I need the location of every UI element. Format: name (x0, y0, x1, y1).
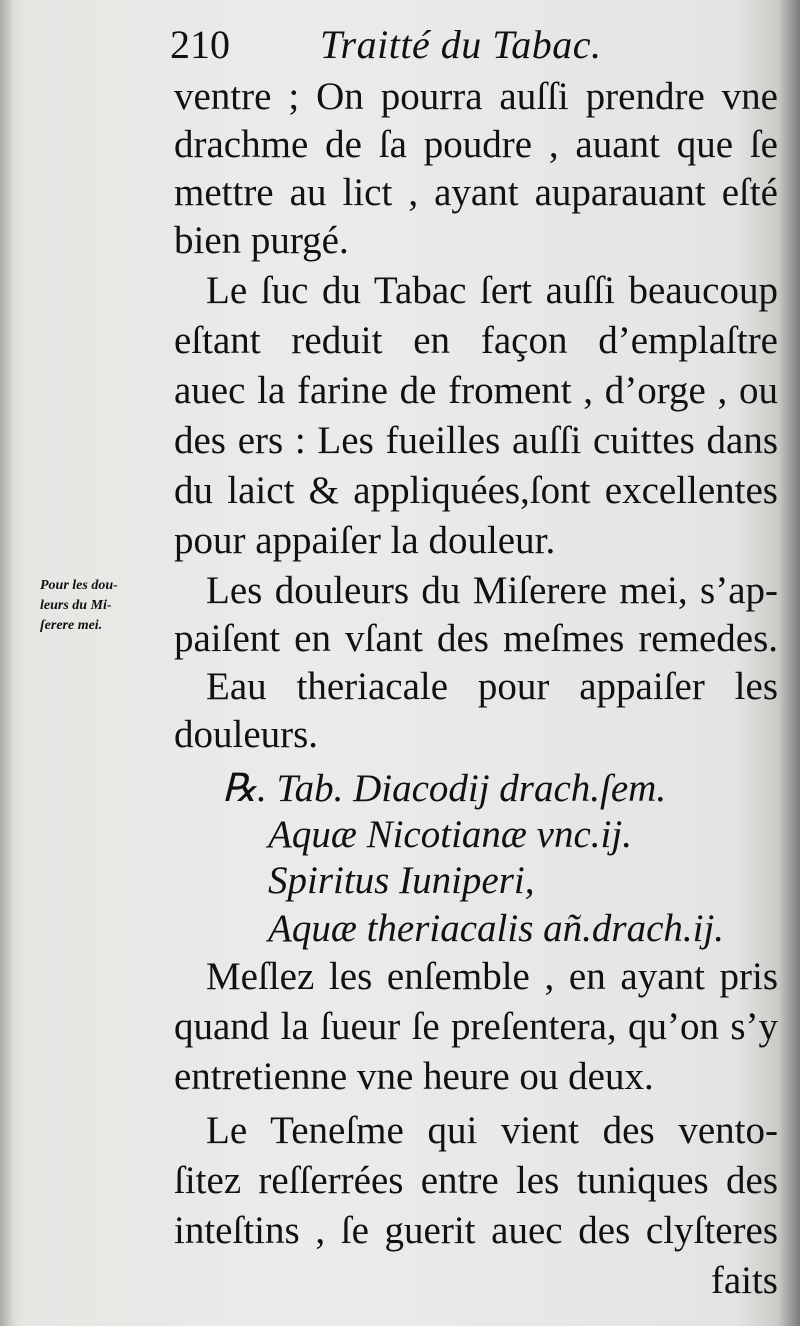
text-line: pour appaiſer la douleur. (174, 519, 556, 562)
recipe-line: Spiritus Iuniperi, (268, 859, 535, 902)
text-line: quand la ſueur ſe preſentera, qu’on s’y (174, 1005, 778, 1048)
text-line: ſitez reſſerrées entre les tuniques des (174, 1159, 778, 1202)
recipe-line: ℞. Tab. Diacodij drach.ſem. (222, 767, 667, 810)
paragraph-first-line: Meſlez les enſemble , en ayant pris (206, 955, 778, 998)
text-line: du laict & appliquées,ſont excellentes (174, 469, 778, 512)
paragraph-first-line: Le Teneſme qui vient des vento- (206, 1109, 778, 1152)
margin-note-line: ſerere mei. (40, 618, 103, 633)
text-line: inteſtins , ſe guerit auec des clyſteres (174, 1209, 778, 1252)
margin-note-line: Pour les dou- (40, 578, 118, 593)
margin-note-line: leurs du Mi- (40, 598, 112, 613)
text-line: paiſent en vſant des meſmes remedes. (174, 617, 778, 660)
page-header (170, 20, 790, 70)
page-shadow-left (0, 0, 14, 1326)
text-line: bien purgé. (174, 219, 349, 262)
text-line: ventre ; On pourra auſſi prendre vne (174, 75, 778, 118)
text-line: eſtant reduit en façon d’emplaſtre (174, 319, 778, 362)
paragraph-first-line: Les douleurs du Miſerere mei, s’ap- (206, 569, 778, 612)
recipe-line: Aquæ theriacalis añ.drach.ij. (268, 907, 725, 950)
page-shadow-right (778, 0, 800, 1326)
text-line: auec la farine de froment , d’orge , ou (174, 369, 778, 412)
page-number: 210 (170, 22, 230, 67)
running-title: Traitté du Tabac. (320, 22, 602, 67)
catchword: faits (710, 1259, 778, 1302)
text-line: douleurs. (174, 713, 319, 756)
paragraph-first-line: Le ſuc du Tabac ſert auſſi beaucoup (206, 269, 778, 312)
margin-note (40, 576, 168, 636)
recipe-line: Aquæ Nicotianæ vnc.ij. (268, 813, 632, 856)
text-line: drachme de ſa poudre , auant que ſe (174, 123, 778, 166)
recipe-heading: Eau theriacale pour appaiſer les (206, 665, 778, 708)
text-line: des ers : Les fueilles auſſi cuittes dans (174, 419, 778, 462)
text-line: entretienne vne heure ou deux. (174, 1055, 654, 1098)
text-line: mettre au lict , ayant auparauant eſté (174, 171, 778, 214)
